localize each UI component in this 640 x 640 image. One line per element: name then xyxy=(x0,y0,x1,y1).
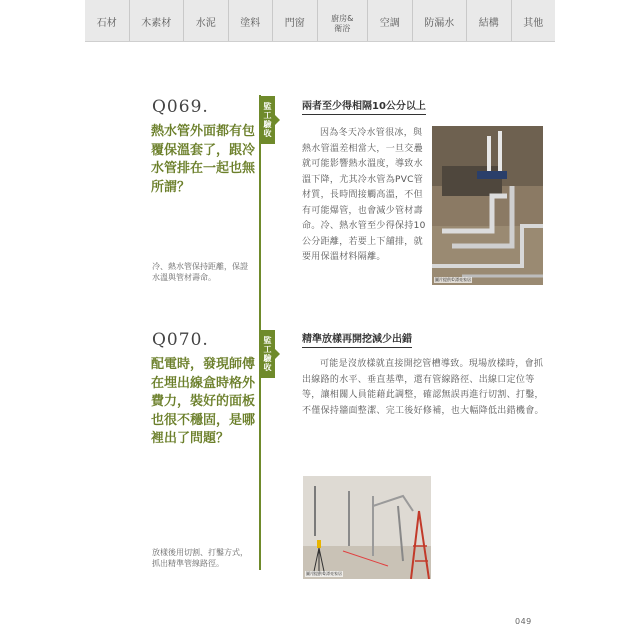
answer-title: 兩者至少得相隔10公分以上 xyxy=(302,97,426,115)
layout-photo-illustration xyxy=(303,476,431,579)
pipe-photo-illustration xyxy=(432,126,543,285)
page-number: 049 xyxy=(515,617,532,626)
tab-paint[interactable]: 塗料 xyxy=(229,0,274,41)
tab-doors-windows[interactable]: 門窗 xyxy=(273,0,318,41)
tab-waterproof[interactable]: 防漏水 xyxy=(413,0,468,41)
tab-kitchen-bath[interactable] xyxy=(318,0,369,41)
question-number: Q070. xyxy=(152,330,209,350)
tab-other[interactable]: 其他 xyxy=(523,18,544,29)
tab-wood[interactable]: 木素材 xyxy=(130,0,185,41)
question-note: 放樣後用切割、打鑿方式，抓出精準管線路徑。 xyxy=(152,548,248,568)
layout-photo xyxy=(303,476,431,579)
answer-body: 因為冬天冷水管很冰，與熱水管溫差相當大，一旦交疊就可能影響熱水溫度，導致水溫下降，尤其冷水管為PVC管材質，長時間接觸高溫，不但有可能爆管，也會減少管材壽命。冷、熱水管至少得保持10公分距離，若要上下舖排，就要用保溫材料隔離。 xyxy=(302,128,426,262)
question-number: Q069. xyxy=(152,97,209,117)
question-text: 配電時，發現師傅在埋出線盒時格外費力，裝好的面板也很不穩固，是哪裡出了問題？ xyxy=(151,357,256,446)
pipe-photo xyxy=(432,126,543,285)
tab-structure[interactable]: 結構 xyxy=(467,0,512,41)
photo-caption: 圖片提供©漂亮家居 xyxy=(435,277,471,282)
tab-cement[interactable]: 水泥 xyxy=(184,0,229,41)
question-text: 熱水管外面都有包覆保溫套了，跟冷水管排在一起也無所謂？ xyxy=(151,124,256,195)
tab-kitchen-bath-label: 廚房&衛浴 xyxy=(331,13,354,33)
section-tag: 監工驗收 xyxy=(260,96,275,144)
tab-aircon[interactable]: 空調 xyxy=(368,0,413,41)
tab-stone[interactable]: 石材 xyxy=(85,0,130,41)
answer-body: 可能是沒放樣就直接開挖管槽導致。現場放樣時，會抓出線路的水平、垂直基準，還有管線路徑、出線口定位等等，讓相關人員能藉此調整，確認無誤再進行切割、打鑿，不僅保持牆面整潔、完工後好修補，也大幅降低出錯機會。 xyxy=(302,359,544,416)
category-tabs xyxy=(85,0,555,42)
section-tag: 監工驗收 xyxy=(260,330,275,378)
question-note: 冷、熱水管保持距離，保證水溫與管材壽命。 xyxy=(152,262,248,282)
photo-caption: 圖片提供©漂亮家居 xyxy=(306,571,342,576)
answer-title: 精準放樣再開挖減少出錯 xyxy=(302,330,412,348)
